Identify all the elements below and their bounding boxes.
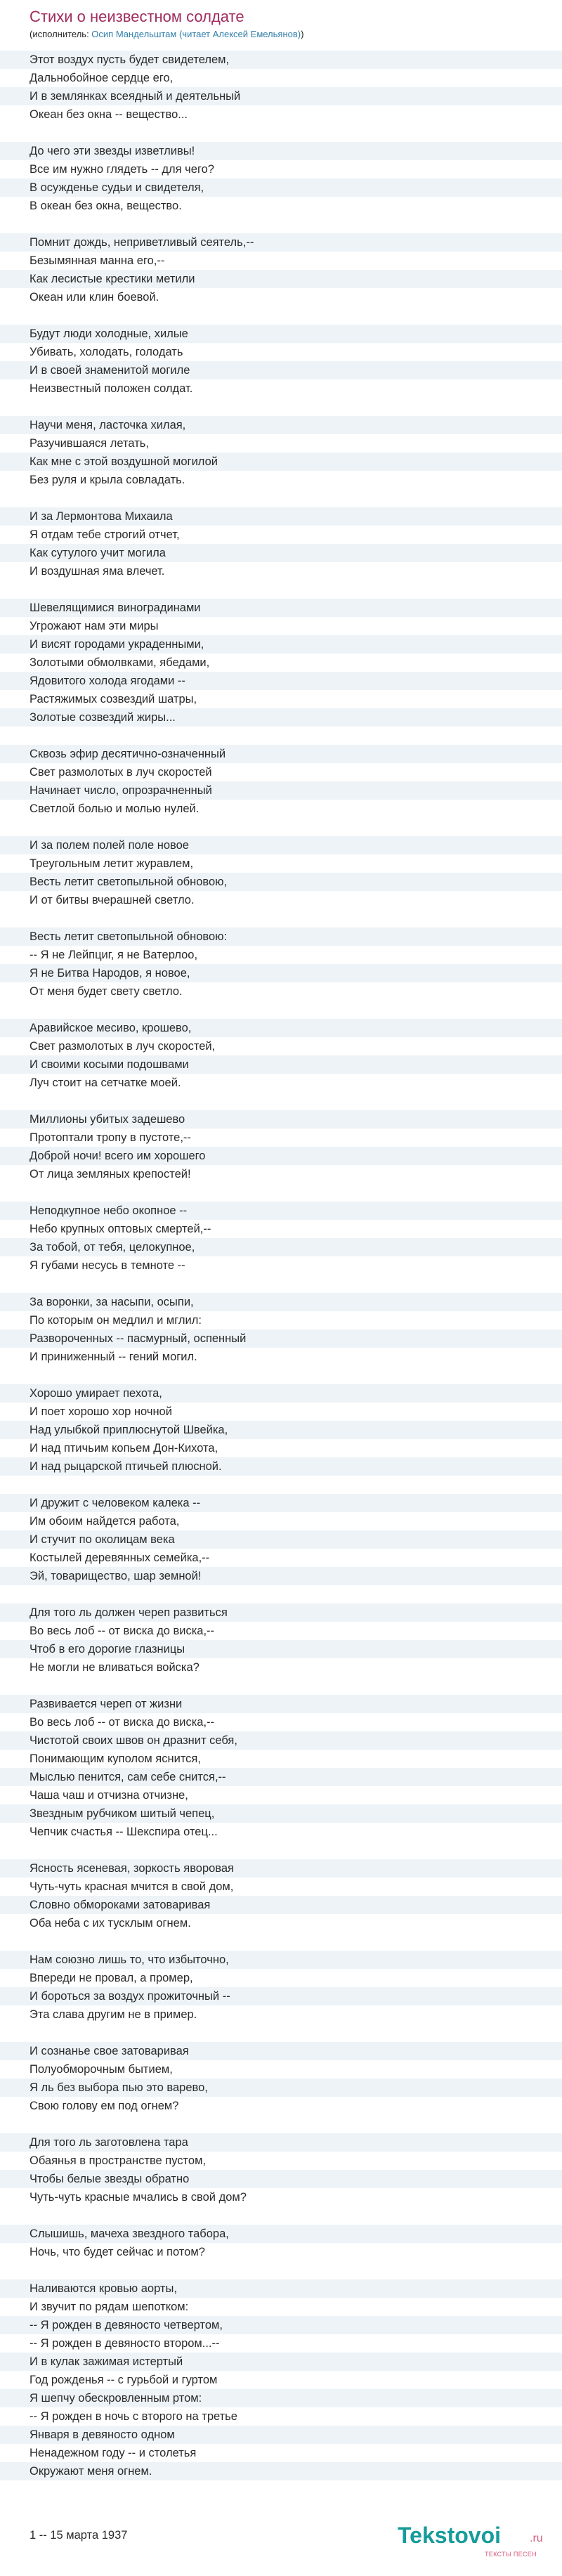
lyric-line: И бороться за воздух прожиточный -- (0, 1987, 562, 2005)
lyric-line: Я не Битва Народов, я новое, (0, 964, 562, 982)
lyric-line: Свою голову ем под огнем? (0, 2097, 562, 2115)
lyric-line: Во весь лоб -- от виска до виска,-- (0, 1622, 562, 1640)
lyric-line: От лица земляных крепостей! (0, 1165, 562, 1183)
stanza-break (0, 1476, 562, 1494)
lyric-line: Ядовитого холода ягодами -- (0, 672, 562, 690)
lyric-line: Для того ль должен череп развиться (0, 1604, 562, 1622)
lyric-line: И поет хорошо хор ночной (0, 1403, 562, 1421)
lyric-line: Светлой болью и молью нулей. (0, 800, 562, 818)
lyric-line: За воронки, за насыпи, осыпи, (0, 1293, 562, 1311)
lyric-line: Аравийское месиво, крошево, (0, 1019, 562, 1037)
lyric-line: Оба неба с их тусклым огнем. (0, 1914, 562, 1932)
stanza-break (0, 1366, 562, 1384)
lyric-line: Свет размолотых в луч скоростей (0, 763, 562, 781)
lyric-line: -- Я рожден в девяносто втором...-- (0, 2334, 562, 2353)
lyric-line: Как сутулого учит могила (0, 544, 562, 562)
lyric-line: Помнит дождь, неприветливый сеятель,-- (0, 233, 562, 252)
lyric-line: Небо крупных оптовых смертей,-- (0, 1220, 562, 1238)
lyric-line: Обаянья в пространстве пустом, (0, 2152, 562, 2170)
stanza-break (0, 1092, 562, 1110)
lyric-line: Неизвестный положен солдат. (0, 379, 562, 398)
lyric-line: Будут люди холодные, хилые (0, 325, 562, 343)
lyric-line: Дальнобойное сердце его, (0, 69, 562, 87)
lyric-line: Эта слава другим не в пример. (0, 2005, 562, 2024)
stanza-break (0, 2261, 562, 2279)
lyric-line: Я ль без выбора пью это варево, (0, 2079, 562, 2097)
lyric-line: Во весь лоб -- от виска до виска,-- (0, 1713, 562, 1731)
performer-link[interactable]: Осип Мандельштам (читает Алексей Емельянов) (91, 29, 301, 39)
lyric-line: Ясность ясеневая, зоркость яворовая (0, 1859, 562, 1878)
site-logo[interactable] (398, 2518, 552, 2561)
stanza-break (0, 215, 562, 233)
lyric-line: Миллионы убитых задешево (0, 1110, 562, 1128)
lyric-line: Чепчик счастья -- Шекспира отец... (0, 1823, 562, 1841)
lyric-line: Как мне с этой воздушной могилой (0, 453, 562, 471)
lyric-line: Золотыми обмолвками, ябедами, (0, 653, 562, 672)
lyric-line: Впереди не провал, а промер, (0, 1969, 562, 1987)
lyric-line: И в кулак зажимая истертый (0, 2353, 562, 2371)
lyric-line: Ненадежном году -- и столетья (0, 2444, 562, 2462)
lyric-line: И за полем полей поле новое (0, 836, 562, 854)
lyric-line: Свет размолотых в луч скоростей, (0, 1037, 562, 1055)
logo-wordmark: Tekstovoi (398, 2523, 501, 2548)
stanza-break (0, 398, 562, 416)
logo-tagline: ТЕКСТЫ ПЕСЕН (485, 2551, 537, 2558)
stanza-break (0, 1841, 562, 1859)
lyric-line: Сквозь эфир десятично-означенный (0, 745, 562, 763)
lyric-line: Луч стоит на сетчатке моей. (0, 1074, 562, 1092)
lyric-line: Для того ль заготовлена тара (0, 2133, 562, 2152)
lyric-line: По которым он медлил и мглил: (0, 1311, 562, 1329)
lyric-line: Ночь, что будет сейчас и потом? (0, 2243, 562, 2261)
lyric-line: Чуть-чуть красная мчится в свой дом, (0, 1878, 562, 1896)
lyric-line: И приниженный -- гений могил. (0, 1348, 562, 1366)
lyric-line: В океан без окна, вещество. (0, 197, 562, 215)
lyric-line: И над птичьим копьем Дон-Кихота, (0, 1439, 562, 1457)
lyric-line: Убивать, холодать, голодать (0, 343, 562, 361)
lyric-line: Без руля и крыла совладать. (0, 471, 562, 489)
lyric-line: Этот воздух пусть будет свидетелем, (0, 51, 562, 69)
lyric-line: Я шепчу обескровленным ртом: (0, 2389, 562, 2407)
lyric-line: И стучит по околицам века (0, 1530, 562, 1549)
lyric-line: Января в девяносто одном (0, 2426, 562, 2444)
stanza-break (0, 2206, 562, 2225)
lyric-line: Я отдам тебе строгий отчет, (0, 526, 562, 544)
lyric-line: И за Лермонтова Михаила (0, 507, 562, 526)
lyric-line: Угрожают нам эти миры (0, 617, 562, 635)
lyric-line: Как лесистые крестики метили (0, 270, 562, 288)
logo-tld: .ru (530, 2532, 543, 2544)
lyric-line: Полуобморочным бытием, (0, 2060, 562, 2079)
lyric-line: Год рожденья -- с гурьбой и гуртом (0, 2371, 562, 2389)
lyric-line: -- Я не Лейпциг, я не Ватерлоо, (0, 946, 562, 964)
lyric-line: Растяжимых созвездий шатры, (0, 690, 562, 708)
lyric-line: -- Я рожден в девяносто четвертом, (0, 2316, 562, 2334)
lyric-line: И воздушная яма влечет. (0, 562, 562, 580)
lyric-line: Чтоб в его дорогие глазницы (0, 1640, 562, 1658)
lyric-line: Над улыбкой приплюснутой Швейка, (0, 1421, 562, 1439)
lyric-line: Протоптали тропу в пустоте,-- (0, 1128, 562, 1147)
lyrics-block (0, 51, 562, 2480)
poem-date: 1 -- 15 марта 1937 (30, 2529, 128, 2542)
lyric-line: Разучившаяся летать, (0, 434, 562, 453)
stanza-break (0, 306, 562, 325)
lyric-line: От меня будет свету светло. (0, 982, 562, 1001)
lyric-line: Шевелящимися виноградинами (0, 599, 562, 617)
stanza-break (0, 909, 562, 928)
lyric-line: Костылей деревянных семейка,-- (0, 1549, 562, 1567)
stanza-break (0, 1932, 562, 1951)
lyric-line: Развороченных -- пасмурный, оспенный (0, 1329, 562, 1348)
lyric-line: И в землянках всеядный и деятельный (0, 87, 562, 105)
stanza-break (0, 2115, 562, 2133)
stanza-break (0, 1585, 562, 1604)
lyric-line: Чаша чаш и отчизна отчизне, (0, 1786, 562, 1804)
lyric-line: Весть летит светопыльной обновою, (0, 873, 562, 891)
lyric-line: Мыслью пенится, сам себе снится,-- (0, 1768, 562, 1786)
lyric-line: Звездным рубчиком шитый чепец, (0, 1804, 562, 1823)
lyric-line: Неподкупное небо окопное -- (0, 1202, 562, 1220)
stanza-break (0, 2024, 562, 2042)
lyric-line: И дружит с человеком калека -- (0, 1494, 562, 1512)
stanza-break (0, 1001, 562, 1019)
stanza-break (0, 580, 562, 599)
lyric-line: Словно обмороками затоваривая (0, 1896, 562, 1914)
stanza-break (0, 1275, 562, 1293)
lyric-line: Понимающим куполом яснится, (0, 1750, 562, 1768)
lyric-line: Я губами несусь в темноте -- (0, 1256, 562, 1275)
performer-prefix: (исполнитель: (30, 29, 92, 39)
lyric-line: Развивается череп от жизни (0, 1695, 562, 1713)
lyric-line: Хорошо умирает пехота, (0, 1384, 562, 1403)
performer-suffix: ) (301, 29, 304, 39)
lyric-line: Окружают меня огнем. (0, 2462, 562, 2480)
lyric-line: Океан или клин боевой. (0, 288, 562, 306)
lyric-line: -- Я рожден в ночь с второго на третье (0, 2407, 562, 2426)
lyric-line: И звучит по рядам шепотком: (0, 2298, 562, 2316)
lyric-line: Доброй ночи! всего им хорошего (0, 1147, 562, 1165)
lyric-line: И над рыцарской птичьей плюсной. (0, 1457, 562, 1476)
lyric-line: И своими косыми подошвами (0, 1055, 562, 1074)
lyric-line: И сознанье свое затоваривая (0, 2042, 562, 2060)
lyric-line: Океан без окна -- вещество... (0, 105, 562, 124)
lyric-line: Все им нужно глядеть -- для чего? (0, 160, 562, 178)
lyric-line: Нам союзно лишь то, что избыточно, (0, 1951, 562, 1969)
stanza-break (0, 489, 562, 507)
lyric-line: Золотые созвездий жиры... (0, 708, 562, 727)
lyric-line: Безымянная манна его,-- (0, 252, 562, 270)
lyric-line: Им обоим найдется работа, (0, 1512, 562, 1530)
lyric-line: Чистотой своих швов он дразнит себя, (0, 1731, 562, 1750)
stanza-break (0, 727, 562, 745)
lyric-line: Начинает число, опрозрачненный (0, 781, 562, 800)
lyric-line: До чего эти звезды изветливы! (0, 142, 562, 160)
lyric-line: Наливаются кровью аорты, (0, 2279, 562, 2298)
lyric-line: И от битвы вчерашней светло. (0, 891, 562, 909)
performer-line (0, 27, 562, 42)
page-title: Стихи о неизвестном солдате (30, 8, 244, 25)
lyric-line: И в своей знаменитой могиле (0, 361, 562, 379)
lyric-line: Научи меня, ласточка хилая, (0, 416, 562, 434)
stanza-break (0, 1677, 562, 1695)
lyric-line: Чтобы белые звезды обратно (0, 2170, 562, 2188)
lyric-line: Весть летит светопыльной обновою: (0, 928, 562, 946)
lyric-line: В осужденье судьи и свидетеля, (0, 178, 562, 197)
stanza-break (0, 1183, 562, 1202)
lyric-line: Чуть-чуть красные мчались в свой дом? (0, 2188, 562, 2206)
lyric-line: Не могли не вливаться войска? (0, 1658, 562, 1677)
lyric-line: Слышишь, мачеха звездного табора, (0, 2225, 562, 2243)
lyric-line: За тобой, от тебя, целокупное, (0, 1238, 562, 1256)
stanza-break (0, 124, 562, 142)
stanza-break (0, 818, 562, 836)
lyric-line: Эй, товарищество, шар земной! (0, 1567, 562, 1585)
lyric-line: Треугольным летит журавлем, (0, 854, 562, 873)
lyric-line: И висят городами украденными, (0, 635, 562, 653)
